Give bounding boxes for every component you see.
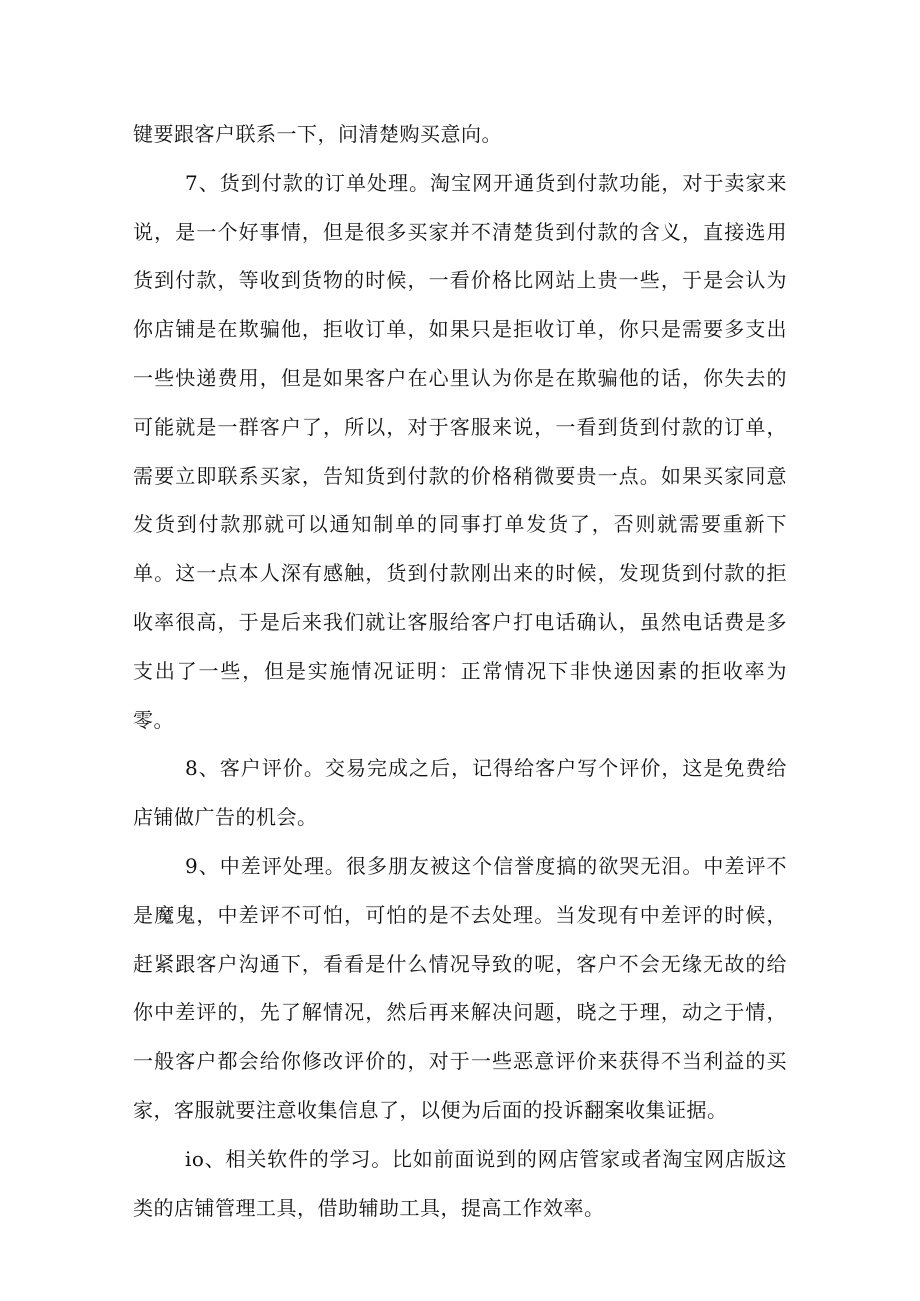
paragraph-item-9: 9、中差评处理。很多朋友被这个信誉度搞的欲哭无泪。中差评不是魔鬼，中差评不可怕，可怕的是不去处理。当发现有中差评的时候，赶紧跟客户沟通下，看看是什么情况导致的呢，客户不会无缘无故的给你中差评的，先了解情况，然后再来解决问题，晓之于理，动之于情，一般客户都会给你修改评价的，对于一些恶意评价来获得不当利益的买家，客服就要注意收集信息了，以便为后面的投诉翻案收集证据。 [133,853,787,1122]
paragraph-continuation: 键要跟客户联系一下，问清楚购买意向。 [133,122,502,146]
paragraph-item-10: io、相关软件的学习。比如前面说到的网店管家或者淘宝网店版这类的店铺管理工具，借助辅助工具，提高工作效率。 [133,1146,787,1220]
paragraph-item-8: 8、客户评价。交易完成之后，记得给客户写个评价，这是免费给店铺做广告的机会。 [133,756,787,830]
paragraph-item-7: 7、货到付款的订单处理。淘宝网开通货到付款功能，对于卖家来说，是一个好事情，但是很多买家并不清楚货到付款的含义，直接选用货到付款，等收到货物的时候，一看价格比网站上贵一些，于是会认为你店铺是在欺骗他，拒收订单，如果只是拒收订单，你只是需要多支出一些快递费用，但是如果客户在心里认为你是在欺骗他的话，你失去的可能就是一群客户了，所以，对于客服来说，一看到货到付款的订单，需要立即联系买家，告知货到付款的价格稍微要贵一点。如果买家同意发货到付款那就可以通知制单的同事打单发货了，否则就需要重新下单。这一点本人深有感触，货到付款刚出来的时候，发现货到付款的拒收率很高，于是后来我们就让客服给客户打电话确认，虽然电话费是多支出了一些，但是实施情况证明：正常情况下非快递因素的拒收率为零。 [133,170,787,732]
